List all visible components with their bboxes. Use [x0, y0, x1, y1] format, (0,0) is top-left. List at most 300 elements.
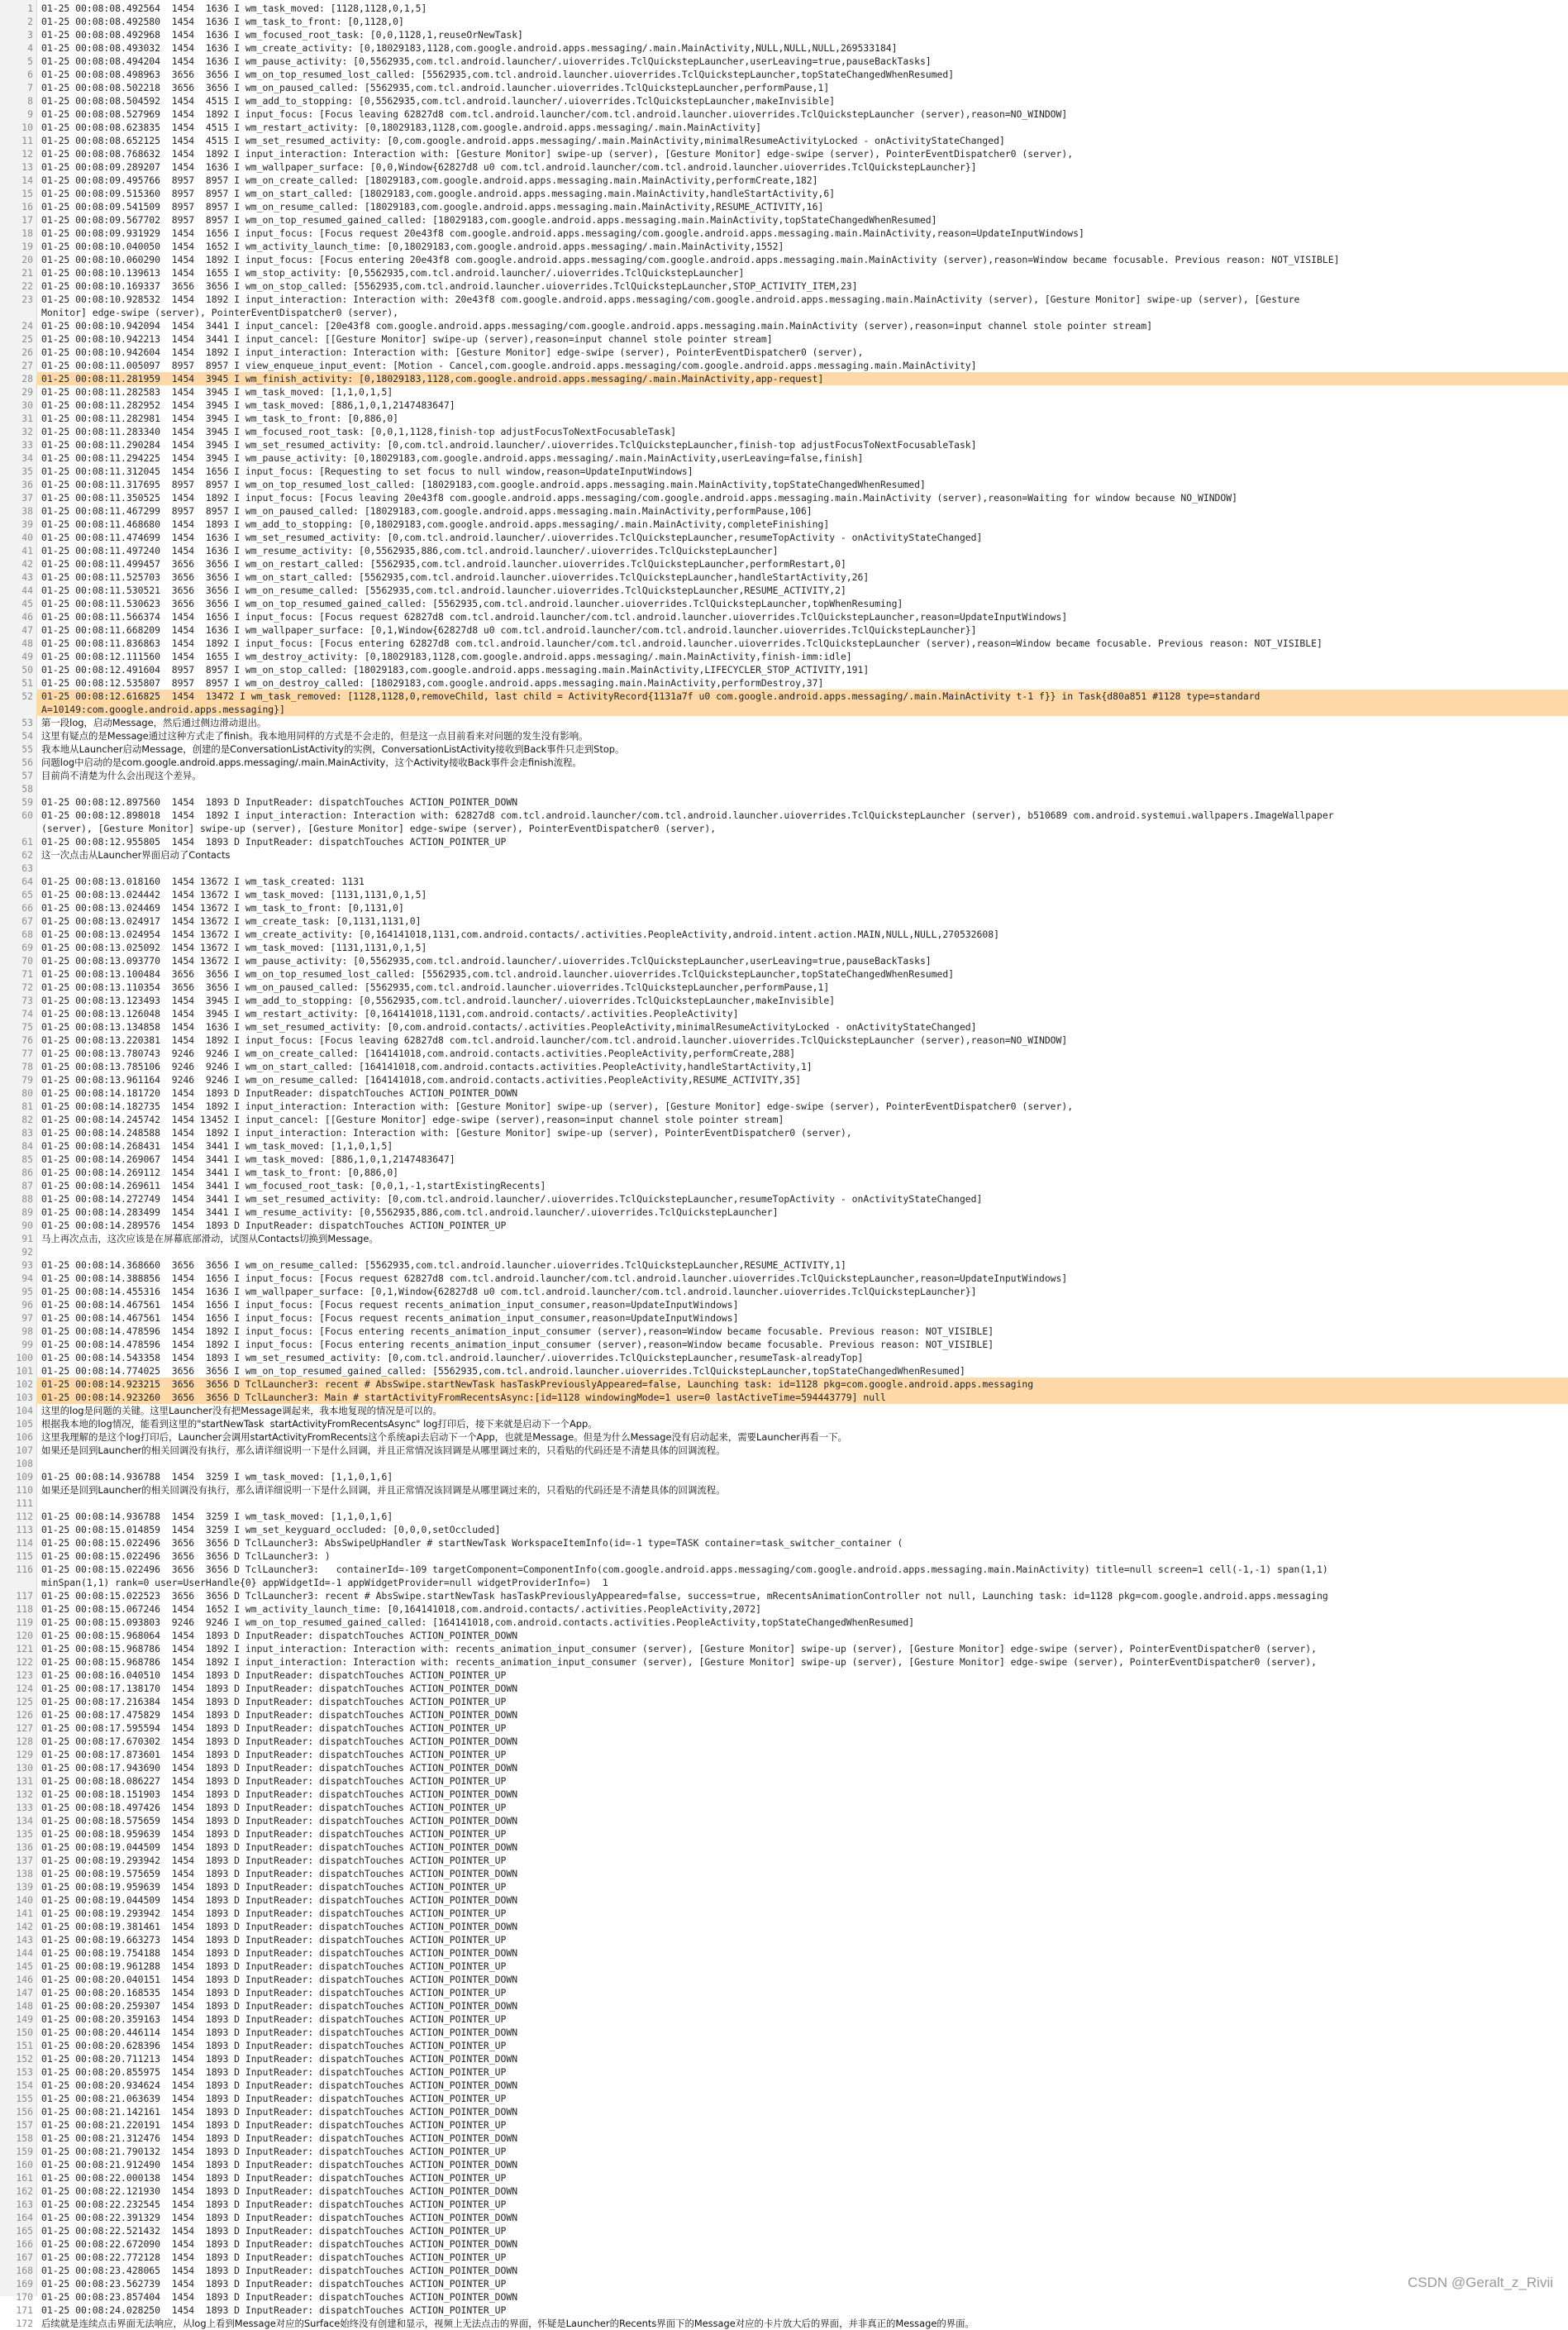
line-text: 01-25 00:08:08.493032 1454 1636 I wm_create_activity: [0,18029183,1128,com.google.android.apps.messaging/.main.MainActivity,NULL,NULL,NULL,269533184] [41, 42, 898, 54]
line-text: 01-25 00:08:19.293942 1454 1893 D InputReader: dispatchTouches ACTION_POINTER_UP [41, 1907, 507, 1919]
line-text [36, 1457, 1568, 1470]
log-line[interactable] [0, 1285, 1568, 1298]
log-line[interactable] [0, 1854, 1568, 1867]
line-text: 马上再次点击，这次应该是在屏幕底部滑动，试图从Contacts切换到Message。 [41, 1233, 379, 1244]
line-number: 97 [21, 1312, 33, 1324]
line-number: 171 [16, 2304, 33, 2316]
log-line[interactable] [0, 1563, 1568, 1576]
line-text: 01-25 00:08:12.616825 1454 13472 I wm_task_removed: [1128,1128,0,removeChild, last child = ActivityRecord{1131a7f u0 com.google.android.apps.messaging/.main.MainActivity t-1 f}} in Task{d80a851 #1128 type=standard [36, 690, 1568, 703]
log-line[interactable] [0, 1629, 1568, 1642]
line-text: 01-25 00:08:11.836863 1454 1892 I input_focus: [Focus entering 62827d8 com.tcl.android.launcher/com.tcl.android.launcher.uioverrides.TclQuickstepLauncher (server),reason=Window became focusable. Previous reason: NOT_VISIBLE] [41, 637, 1323, 649]
log-line[interactable] [0, 81, 1568, 94]
line-text: 第一段log，启动Message，然后通过侧边滑动退出。 [41, 717, 267, 728]
comment-line[interactable] [0, 1444, 1568, 1457]
line-text: 01-25 00:08:22.121930 1454 1893 D InputReader: dispatchTouches ACTION_POINTER_DOWN [41, 2185, 518, 2197]
line-text: 01-25 00:08:08.492564 1454 1636 I wm_task_moved: [1128,1128,0,1,5] [41, 2, 427, 14]
log-line[interactable] [0, 967, 1568, 981]
line-text: 01-25 00:08:11.283340 1454 3945 I wm_focused_root_task: [0,0,1,1128,finish-top adjustFocusToNextFocusableTask] [41, 426, 677, 437]
log-line[interactable] [0, 2251, 1568, 2264]
highlighted-log-line[interactable] [0, 690, 1568, 703]
line-text: 01-25 00:08:14.269067 1454 3441 I wm_task_moved: [886,1,0,1,2147483647] [41, 1153, 455, 1165]
log-line[interactable] [0, 1126, 1568, 1139]
line-number: 79 [21, 1074, 33, 1086]
log-line[interactable] [0, 1986, 1568, 1999]
line-text: 01-25 00:08:14.936788 1454 3259 I wm_task_moved: [1,1,0,1,6] [41, 1471, 393, 1483]
log-line[interactable] [0, 465, 1568, 478]
log-line[interactable] [0, 200, 1568, 213]
highlighted-log-line[interactable] [0, 372, 1568, 385]
log-line[interactable] [0, 1113, 1568, 1126]
line-text: 01-25 00:08:08.502218 3656 3656 I wm_on_paused_called: [5562935,com.tcl.android.launcher.uioverrides.TclQuickstepLauncher,performPause,1] [41, 82, 830, 93]
log-line[interactable] [0, 1153, 1568, 1166]
log-line[interactable] [0, 1351, 1568, 1364]
line-number: 158 [16, 2132, 33, 2144]
log-line[interactable] [0, 1258, 1568, 1272]
log-line[interactable] [0, 1086, 1568, 1100]
line-text: 01-25 00:08:08.623835 1454 4515 I wm_restart_activity: [0,18029183,1128,com.google.android.apps.messaging/.main.MainActivity] [41, 122, 761, 133]
line-number: 45 [21, 598, 33, 609]
highlighted-log-line[interactable] [0, 1377, 1568, 1391]
log-line[interactable] [0, 174, 1568, 187]
log-line[interactable] [0, 822, 1568, 835]
line-text: 01-25 00:08:15.022496 3656 3656 D TclLauncher3: ) [41, 1550, 331, 1562]
line-text: 01-25 00:08:11.499457 3656 3656 I wm_on_restart_called: [5562935,com.tcl.android.launcher.uioverrides.TclQuickstepLauncher,performRestart,0] [41, 558, 846, 570]
line-text: 根据我本地的log情况，能看到这里的"startNewTask startActivityFromRecentsAsync" log打印后，接下来就是启动下一个App。 [41, 1418, 598, 1430]
line-text: 01-25 00:08:15.022496 3656 3656 D TclLauncher3: containerId=-109 targetComponent=ComponentInfo(com.google.android.apps.messaging/com.google.android.apps.messaging.main.MainActivity) title=null screen=1 cell(-1,-1) span(1,1) [41, 1564, 1328, 1575]
line-text: 01-25 00:08:16.040510 1454 1893 D InputReader: dispatchTouches ACTION_POINTER_UP [41, 1669, 507, 1681]
line-text: 01-25 00:08:12.898018 1454 1892 I input_interaction: Interaction with: 62827d8 com.tcl.android.launcher/com.tcl.android.launcher.uioverrides.TclQuickstepLauncher (server), b510689 com.android.systemui.wallpapers.ImageWallpaper [41, 809, 1334, 821]
line-text: 01-25 00:08:14.368660 3656 3656 I wm_on_resume_called: [5562935,com.tcl.android.launcher.uioverrides.TclQuickstepLauncher,RESUME_ACTIVITY,1] [41, 1259, 846, 1271]
line-text: 01-25 00:08:22.232545 1454 1893 D InputReader: dispatchTouches ACTION_POINTER_UP [41, 2199, 507, 2210]
log-line[interactable] [0, 107, 1568, 121]
log-line[interactable] [0, 253, 1568, 266]
log-line[interactable] [0, 28, 1568, 41]
log-line[interactable] [0, 809, 1568, 822]
log-line[interactable] [0, 1166, 1568, 1179]
log-line[interactable] [0, 1219, 1568, 1232]
log-line[interactable] [0, 2277, 1568, 2290]
line-number: 23 [21, 294, 33, 305]
log-line[interactable] [0, 1510, 1568, 1523]
log-line[interactable] [0, 1245, 1568, 1258]
line-number: 135 [16, 1828, 33, 1840]
line-number: 72 [21, 981, 33, 993]
line-number: 88 [21, 1193, 33, 1205]
log-line[interactable] [0, 94, 1568, 107]
log-line[interactable] [0, 1073, 1568, 1086]
line-number: 153 [16, 2066, 33, 2078]
line-number: 46 [21, 611, 33, 623]
log-line[interactable] [0, 994, 1568, 1007]
log-line[interactable] [0, 1338, 1568, 1351]
line-text: 01-25 00:08:13.024469 1454 13672 I wm_task_to_front: [0,1131,0] [41, 902, 404, 914]
log-line[interactable] [0, 928, 1568, 941]
log-line[interactable] [0, 1206, 1568, 1219]
line-number: 114 [16, 1537, 33, 1549]
log-line[interactable] [0, 2, 1568, 15]
log-line[interactable] [0, 332, 1568, 346]
log-line[interactable] [0, 2118, 1568, 2132]
log-line[interactable] [0, 782, 1568, 795]
log-line[interactable] [0, 1457, 1568, 1470]
line-number [0, 703, 36, 716]
log-line[interactable] [0, 2065, 1568, 2079]
log-line[interactable] [0, 266, 1568, 279]
line-number: 104 [16, 1405, 33, 1416]
log-line[interactable] [0, 2079, 1568, 2092]
line-text: 01-25 00:08:09.515360 8957 8957 I wm_on_start_called: [18029183,com.google.android.apps.messaging.main.MainActivity,handleStartActivity,6] [41, 188, 836, 199]
log-line[interactable] [0, 1880, 1568, 1893]
line-number: 8 [27, 95, 33, 107]
line-text: 01-25 00:08:20.359163 1454 1893 D InputReader: dispatchTouches ACTION_POINTER_UP [41, 2013, 507, 2025]
line-number: 151 [16, 2040, 33, 2051]
csdn-watermark: CSDN @Geralt_z_Rivii [1408, 2275, 1553, 2290]
log-line[interactable] [0, 1523, 1568, 1536]
line-number: 148 [16, 2000, 33, 2012]
log-line[interactable] [0, 1867, 1568, 1880]
log-line[interactable] [0, 2132, 1568, 2145]
comment-line[interactable] [0, 1417, 1568, 1430]
log-line[interactable] [0, 68, 1568, 81]
log-line[interactable] [0, 1841, 1568, 1854]
log-line[interactable] [0, 2264, 1568, 2277]
log-line[interactable] [0, 981, 1568, 994]
log-line[interactable] [0, 1814, 1568, 1827]
line-number: 22 [21, 280, 33, 292]
log-line[interactable] [0, 491, 1568, 504]
line-text: 01-25 00:08:15.022496 3656 3656 D TclLauncher3: AbsSwipeUpHandler # startNewTask WorkspaceItemInfo(id=-1 type=TASK container=task_switcher_container ( [41, 1537, 903, 1549]
log-line[interactable] [0, 623, 1568, 637]
line-text: 01-25 00:08:15.968786 1454 1892 I input_interaction: Interaction with: recents_animation_input_consumer (server), [Gesture Monitor] swipe-up (server), [Gesture Monitor] edge-swipe (server), PointerEventDispatcher0 (server), [41, 1643, 1317, 1654]
line-text: 01-25 00:08:15.067246 1454 1652 I wm_activity_launch_time: [0,164141018,com.android.contacts/.activities.PeopleActivity,2072] [41, 1603, 761, 1615]
line-text: 01-25 00:08:21.063639 1454 1893 D InputReader: dispatchTouches ACTION_POINTER_UP [41, 2093, 507, 2104]
log-line[interactable] [0, 795, 1568, 809]
log-line[interactable] [0, 385, 1568, 399]
line-text: 01-25 00:08:19.663273 1454 1893 D InputReader: dispatchTouches ACTION_POINTER_UP [41, 1934, 507, 1946]
comment-line[interactable] [0, 742, 1568, 756]
line-number: 63 [21, 862, 33, 874]
line-text: 01-25 00:08:13.018160 1454 13672 I wm_task_created: 1131 [41, 876, 365, 887]
log-line[interactable] [0, 663, 1568, 676]
log-line[interactable] [0, 1589, 1568, 1602]
comment-line[interactable] [0, 756, 1568, 769]
log-line[interactable] [0, 438, 1568, 451]
log-line[interactable] [0, 1325, 1568, 1338]
log-line[interactable] [0, 2105, 1568, 2118]
log-line[interactable] [0, 676, 1568, 690]
log-line[interactable] [0, 1034, 1568, 1047]
log-line[interactable] [0, 1100, 1568, 1113]
line-number: 128 [16, 1736, 33, 1747]
line-text: 01-25 00:08:13.780743 9246 9246 I wm_on_create_called: [164141018,com.android.contacts.activities.PeopleActivity,performCreate,288] [41, 1048, 796, 1059]
log-line[interactable] [0, 187, 1568, 200]
line-number: 116 [16, 1564, 33, 1575]
log-line[interactable] [0, 425, 1568, 438]
log-line[interactable] [0, 1536, 1568, 1549]
log-line[interactable] [0, 1721, 1568, 1735]
line-text: 01-25 00:08:15.093803 9246 9246 I wm_on_top_resumed_gained_called: [164141018,com.android.contacts.activities.PeopleActivity,topStateChangedWhenResumed] [41, 1616, 915, 1628]
line-number: 112 [16, 1511, 33, 1522]
line-number: 75 [21, 1021, 33, 1033]
comment-line[interactable] [0, 716, 1568, 729]
highlighted-log-line[interactable] [0, 1391, 1568, 1404]
line-number: 12 [21, 148, 33, 160]
line-text: 01-25 00:08:11.468680 1454 1893 I wm_add_to_stopping: [0,18029183,com.google.android.apps.messaging/.main.MainActivity,completeFinishing] [41, 518, 830, 530]
line-text: 01-25 00:08:14.248588 1454 1892 I input_interaction: Interaction with: [Gesture Monitor] swipe-up (server), PointerEventDispatcher0 (server), [41, 1127, 852, 1139]
line-number: 145 [16, 1960, 33, 1972]
comment-line[interactable] [0, 1404, 1568, 1417]
log-line[interactable] [0, 279, 1568, 293]
log-line[interactable] [0, 650, 1568, 663]
line-number: 73 [21, 995, 33, 1006]
log-line[interactable] [0, 451, 1568, 465]
line-text: 01-25 00:08:17.873601 1454 1893 D InputReader: dispatchTouches ACTION_POINTER_UP [41, 1749, 507, 1760]
log-line[interactable] [0, 1907, 1568, 1920]
line-number: 56 [21, 757, 33, 768]
line-number: 154 [16, 2079, 33, 2091]
line-number: 17 [21, 214, 33, 226]
log-line[interactable] [0, 862, 1568, 875]
log-line[interactable] [0, 1933, 1568, 1946]
line-text: 01-25 00:08:09.931929 1454 1656 I input_focus: [Focus request 20e43f8 com.google.android.apps.messaging/com.google.android.apps.messaging.main.MainActivity,reason=UpdateInputWindows] [41, 227, 1084, 239]
log-line[interactable] [0, 359, 1568, 372]
log-line[interactable] [0, 875, 1568, 888]
line-text: 01-25 00:08:13.785106 9246 9246 I wm_on_start_called: [164141018,com.android.contacts.activities.PeopleActivity,handleStartActivity,1] [41, 1061, 813, 1072]
log-line[interactable] [0, 134, 1568, 147]
comment-line[interactable] [0, 1430, 1568, 1444]
log-line[interactable] [0, 147, 1568, 160]
log-line[interactable] [0, 941, 1568, 954]
log-line[interactable] [0, 1960, 1568, 1973]
line-number: 58 [21, 783, 33, 795]
log-line[interactable] [0, 412, 1568, 425]
log-line[interactable] [0, 2052, 1568, 2065]
line-text: 01-25 00:08:13.093770 1454 13672 I wm_pause_activity: [0,5562935,com.tcl.android.launcher/.uioverrides.TclQuickstepLauncher,userLeaving=true,pauseBackTasks] [41, 955, 932, 967]
log-line[interactable] [0, 835, 1568, 848]
line-number: 6 [27, 69, 33, 80]
line-number: 19 [21, 241, 33, 252]
log-line[interactable] [0, 2198, 1568, 2211]
line-number: 60 [21, 809, 33, 821]
log-line[interactable] [0, 1007, 1568, 1020]
log-line[interactable] [0, 1311, 1568, 1325]
log-line[interactable] [0, 2224, 1568, 2237]
log-line[interactable] [0, 2290, 1568, 2304]
log-line[interactable] [0, 1708, 1568, 1721]
log-line[interactable] [0, 1139, 1568, 1153]
log-line[interactable] [0, 1616, 1568, 1629]
log-line[interactable] [0, 1470, 1568, 1483]
log-line[interactable] [0, 544, 1568, 557]
log-line[interactable] [0, 346, 1568, 359]
log-line[interactable] [0, 293, 1568, 306]
log-line[interactable] [0, 914, 1568, 928]
log-line[interactable] [0, 1549, 1568, 1563]
line-text: 01-25 00:08:18.086227 1454 1893 D InputReader: dispatchTouches ACTION_POINTER_UP [41, 1775, 507, 1787]
line-number: 161 [16, 2172, 33, 2184]
log-line[interactable] [0, 2171, 1568, 2184]
line-text: 01-25 00:08:08.652125 1454 4515 I wm_set_resumed_activity: [0,com.google.android.apps.messaging/.main.MainActivity,minimalResumeActivityLocked - onActivityStateChanged] [41, 135, 1005, 146]
log-line[interactable] [0, 571, 1568, 584]
log-line[interactable] [0, 478, 1568, 491]
line-number: 32 [21, 426, 33, 437]
log-line[interactable] [0, 213, 1568, 227]
line-number: 20 [21, 254, 33, 265]
line-number: 90 [21, 1220, 33, 1231]
log-line[interactable] [0, 1946, 1568, 1960]
log-line[interactable] [0, 2158, 1568, 2171]
line-number: 147 [16, 1987, 33, 1998]
line-number: 26 [21, 346, 33, 358]
line-text: 01-25 00:08:20.259307 1454 1893 D InputReader: dispatchTouches ACTION_POINTER_DOWN [41, 2000, 518, 2012]
log-line[interactable] [0, 504, 1568, 518]
log-line[interactable] [0, 1298, 1568, 1311]
log-line[interactable] [0, 1192, 1568, 1206]
log-line[interactable] [0, 1602, 1568, 1616]
log-line[interactable] [0, 1801, 1568, 1814]
log-line[interactable] [0, 1179, 1568, 1192]
comment-line[interactable] [0, 729, 1568, 742]
log-line[interactable] [0, 1020, 1568, 1034]
line-number: 89 [21, 1206, 33, 1218]
line-text: 01-25 00:08:20.934624 1454 1893 D InputReader: dispatchTouches ACTION_POINTER_DOWN [41, 2079, 518, 2091]
log-line[interactable] [0, 41, 1568, 55]
log-line[interactable] [0, 1272, 1568, 1285]
line-text: 01-25 00:08:14.478596 1454 1892 I input_focus: [Focus entering recents_animation_input_consumer (server),reason=Window became focusable. Previous reason: NOT_VISIBLE] [41, 1325, 994, 1337]
line-number: 47 [21, 624, 33, 636]
line-number: 85 [21, 1153, 33, 1165]
line-text: 01-25 00:08:15.014859 1454 3259 I wm_set_keyguard_occluded: [0,0,0,setOccluded] [41, 1524, 501, 1535]
log-line[interactable] [0, 1060, 1568, 1073]
line-text: 如果还是回到Launcher的相关回调没有执行，那么请详细说明一下是什么回调，并且正常情况该回调是从哪里调过来的，只看贴的代码还是不清楚具体的回调流程。 [41, 1484, 726, 1496]
line-text: 01-25 00:08:11.566374 1454 1656 I input_focus: [Focus request 62827d8 com.tcl.android.launcher/com.tcl.android.launcher.uioverrides.TclQuickstepLauncher,reason=UpdateInputWindows] [41, 611, 1068, 623]
log-line[interactable] [0, 954, 1568, 967]
log-line[interactable] [0, 584, 1568, 597]
log-line[interactable] [0, 227, 1568, 240]
line-text: 01-25 00:08:19.293942 1454 1893 D InputReader: dispatchTouches ACTION_POINTER_UP [41, 1855, 507, 1866]
log-line[interactable] [0, 1761, 1568, 1774]
log-line[interactable] [0, 518, 1568, 531]
line-number: 9 [27, 108, 33, 120]
log-line[interactable] [0, 1576, 1568, 1589]
log-line[interactable] [0, 1774, 1568, 1788]
line-text: 01-25 00:08:12.535807 8957 8957 I wm_on_destroy_called: [18029183,com.google.android.apps.messaging.main.MainActivity,performDestroy,37] [41, 677, 824, 689]
log-line[interactable] [0, 2012, 1568, 2026]
log-line[interactable] [0, 637, 1568, 650]
line-number: 113 [16, 1524, 33, 1535]
log-line[interactable] [0, 2145, 1568, 2158]
comment-line[interactable] [0, 848, 1568, 862]
comment-line[interactable] [0, 1483, 1568, 1497]
line-text: 01-25 00:08:20.168535 1454 1893 D InputReader: dispatchTouches ACTION_POINTER_UP [41, 1987, 507, 1998]
line-text: 01-25 00:08:15.022523 3656 3656 D TclLauncher3: recent # AbsSwipe.startNewTask hasTaskPreviouslyAppeared=false, success=true, mRecentsAnimationController not null, Launching task: id=1128 pkg=com.google.android.apps.messaging [41, 1590, 1328, 1602]
log-line[interactable] [0, 1682, 1568, 1695]
line-text: 01-25 00:08:19.044509 1454 1893 D InputReader: dispatchTouches ACTION_POINTER_DOWN [41, 1841, 518, 1853]
line-number: 7 [27, 82, 33, 93]
line-number: 44 [21, 585, 33, 596]
line-text: 01-25 00:08:17.475829 1454 1893 D InputReader: dispatchTouches ACTION_POINTER_DOWN [41, 1709, 518, 1721]
comment-line[interactable] [0, 769, 1568, 782]
log-line[interactable] [0, 1497, 1568, 1510]
log-line[interactable] [0, 2092, 1568, 2105]
log-line[interactable] [0, 121, 1568, 134]
log-line[interactable] [0, 901, 1568, 914]
log-line[interactable] [0, 1047, 1568, 1060]
log-line[interactable] [0, 1920, 1568, 1933]
line-text: 01-25 00:08:08.504592 1454 4515 I wm_add_to_stopping: [0,5562935,com.tcl.android.launcher/.uioverrides.TclQuickstepLauncher,makeInvisible] [41, 95, 836, 107]
log-line[interactable] [0, 319, 1568, 332]
log-line[interactable] [0, 240, 1568, 253]
comment-line[interactable] [0, 2317, 1568, 2330]
line-number: 159 [16, 2146, 33, 2157]
line-number: 143 [16, 1934, 33, 1946]
line-number: 163 [16, 2199, 33, 2210]
comment-line[interactable] [0, 1232, 1568, 1245]
log-line[interactable] [0, 306, 1568, 319]
line-text: 01-25 00:08:13.220381 1454 1892 I input_focus: [Focus leaving 62827d8 com.tcl.android.launcher/com.tcl.android.launcher.uioverrides.TclQuickstepLauncher (server),reason=NO_WINDOW] [41, 1034, 1068, 1046]
log-line[interactable] [0, 2304, 1568, 2317]
log-line[interactable] [0, 1669, 1568, 1682]
log-line[interactable] [0, 1642, 1568, 1655]
log-line[interactable] [0, 1695, 1568, 1708]
log-line[interactable] [0, 597, 1568, 610]
line-text: 01-25 00:08:10.942094 1454 3441 I input_cancel: [20e43f8 com.google.android.apps.messaging/com.google.android.apps.messaging.main.MainActivity (server),reason=input channel stole pointer stream] [41, 320, 1153, 332]
log-line[interactable] [0, 1735, 1568, 1748]
log-line[interactable] [0, 610, 1568, 623]
log-line[interactable] [0, 888, 1568, 901]
line-text: 01-25 00:08:11.005097 8957 8957 I view_enqueue_input_event: [Motion - Cancel,com.google.android.apps.messaging/com.google.android.apps.messaging.main.MainActivity] [41, 360, 977, 371]
line-number: 13 [21, 161, 33, 173]
line-text: 后续就是连续点击界面无法响应，从log上看到Message对应的Surface始终没有创建和显示，视频上无法点击的界面，怀疑是Launcher的Recents界面下的Message对应的卡片放大后的界面，并非真正的Message的界面。 [41, 2318, 975, 2329]
line-number: 34 [21, 452, 33, 464]
log-line[interactable] [0, 2039, 1568, 2052]
log-line[interactable] [0, 1748, 1568, 1761]
highlighted-log-line[interactable] [0, 703, 1568, 716]
log-line[interactable] [0, 1364, 1568, 1377]
line-number: 53 [21, 717, 33, 728]
log-line[interactable] [0, 1999, 1568, 2012]
log-line[interactable] [0, 557, 1568, 571]
log-line[interactable] [0, 1655, 1568, 1669]
log-line[interactable] [0, 1893, 1568, 1907]
line-text [36, 1497, 1568, 1510]
line-number: 18 [21, 227, 33, 239]
log-line[interactable] [0, 2026, 1568, 2039]
line-text: 01-25 00:08:11.282981 1454 3945 I wm_task_to_front: [0,886,0] [41, 413, 399, 424]
line-number: 65 [21, 889, 33, 900]
line-number: 92 [21, 1246, 33, 1258]
line-text: 01-25 00:08:19.044509 1454 1893 D InputReader: dispatchTouches ACTION_POINTER_DOWN [41, 1894, 518, 1906]
log-line[interactable] [0, 2184, 1568, 2198]
log-line[interactable] [0, 160, 1568, 174]
log-line[interactable] [0, 2237, 1568, 2251]
log-line[interactable] [0, 2211, 1568, 2224]
line-number: 162 [16, 2185, 33, 2197]
log-line[interactable] [0, 1973, 1568, 1986]
log-line[interactable] [0, 399, 1568, 412]
line-text: 01-25 00:08:14.936788 1454 3259 I wm_task_moved: [1,1,0,1,6] [41, 1511, 393, 1522]
log-line[interactable] [0, 15, 1568, 28]
line-number: 43 [21, 571, 33, 583]
line-number: 51 [21, 677, 33, 689]
line-text: 目前尚不清楚为什么会出现这个差异。 [41, 770, 202, 781]
line-number: 165 [16, 2225, 33, 2237]
log-line[interactable] [0, 55, 1568, 68]
line-text: 01-25 00:08:11.290284 1454 3945 I wm_set_resumed_activity: [0,com.tcl.android.launcher/.uioverrides.TclQuickstepLauncher,finish-top adjustFocusToNextFocusableTask] [41, 439, 977, 451]
log-line[interactable] [0, 1827, 1568, 1841]
log-line[interactable] [0, 1788, 1568, 1801]
log-line[interactable] [0, 531, 1568, 544]
